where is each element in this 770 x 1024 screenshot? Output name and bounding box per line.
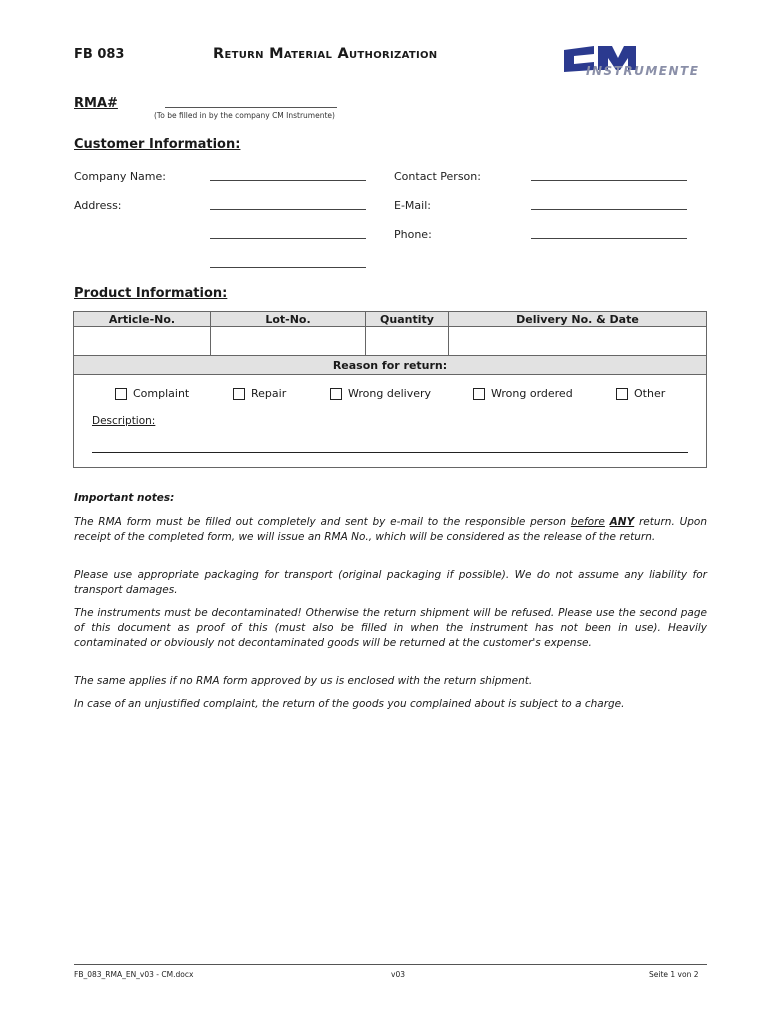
rma-number-field[interactable] (165, 97, 337, 108)
reason-wrong-ordered[interactable] (473, 387, 573, 400)
email-label: E-Mail: (394, 199, 431, 212)
note-paragraph-1 (74, 515, 707, 545)
reason-label: Complaint (133, 387, 190, 400)
notes-heading: Important notes: (74, 492, 175, 504)
checkbox-icon[interactable] (115, 388, 127, 400)
phone-field[interactable] (531, 228, 687, 239)
reason-repair[interactable] (233, 387, 286, 400)
note-text: return. Upon receipt of the completed form, we will issue an RMA No., which will be considered as the release of the return. (74, 516, 707, 543)
checkbox-icon[interactable] (473, 388, 485, 400)
checkbox-icon[interactable] (616, 388, 628, 400)
reason-label: Repair (251, 387, 287, 400)
lot-no-cell[interactable] (211, 327, 366, 356)
description-label: Description: (92, 415, 156, 427)
note-paragraph-5: In case of an unjustified complaint, the return of the goods you complained about is subject to a charge. (74, 698, 625, 710)
address-field-3[interactable] (210, 257, 366, 268)
rma-note: (To be filled in by the company CM Instrumente) (154, 111, 335, 120)
column-delivery: Delivery No. & Date (449, 312, 707, 327)
contact-person-field[interactable] (531, 170, 687, 181)
product-heading: Product Information: (74, 286, 228, 301)
footer-divider (74, 964, 707, 965)
reason-other[interactable] (616, 387, 665, 400)
delivery-cell[interactable] (449, 327, 707, 356)
email-field[interactable] (531, 199, 687, 210)
customer-heading: Customer Information: (74, 137, 241, 152)
column-lot-no: Lot-No. (211, 312, 366, 327)
article-no-cell[interactable] (74, 327, 211, 356)
address-field-1[interactable] (210, 199, 366, 210)
reason-label: Wrong delivery (348, 387, 432, 400)
reason-label: Wrong ordered (491, 387, 573, 400)
quantity-cell[interactable] (366, 327, 449, 356)
reason-section (74, 375, 707, 468)
reason-wrong-delivery[interactable] (330, 387, 431, 400)
note-emphasis-any: ANY (609, 516, 635, 528)
checkbox-icon[interactable] (233, 388, 245, 400)
reason-label: Other (634, 387, 666, 400)
contact-person-label: Contact Person: (394, 170, 481, 183)
reason-header: Reason for return: (74, 356, 707, 375)
description-field[interactable] (92, 452, 688, 453)
checkbox-icon[interactable] (330, 388, 342, 400)
company-logo (560, 42, 710, 82)
company-name-label: Company Name: (74, 170, 166, 183)
company-name-field[interactable] (210, 170, 366, 181)
phone-label: Phone: (394, 228, 432, 241)
footer-filename: FB_083_RMA_EN_v03 - CM.docx (74, 970, 194, 979)
column-quantity: Quantity (366, 312, 449, 327)
product-table (73, 311, 707, 468)
column-article-no: Article-No. (74, 312, 211, 327)
note-paragraph-4: The same applies if no RMA form approved by us is enclosed with the return shipment. (74, 675, 533, 687)
rma-label: RMA# (74, 96, 118, 111)
logo-text: INSTRUMENTE (586, 64, 700, 78)
note-paragraph-3: The instruments must be decontaminated! Otherwise the return shipment will be refused. Please use the second page of this document as proof of this (must also be filled in when the instrument has not been in use). Heavily contaminated or obviously not decontaminated goods will be returned at the customer's expense. (74, 607, 707, 649)
footer-version: v03 (391, 970, 405, 979)
note-paragraph-2: Please use appropriate packaging for transport (original packaging if possible). We do not assume any liability for transport damages. (74, 569, 707, 596)
address-label: Address: (74, 199, 122, 212)
footer-page: Seite 1 von 2 (649, 970, 699, 979)
page-title: Return Material Authorization (213, 46, 438, 62)
reason-complaint[interactable] (115, 387, 189, 400)
note-text: The RMA form must be filled out completely and sent by e-mail to the responsible person (74, 516, 571, 528)
form-code: FB 083 (74, 47, 125, 62)
address-field-2[interactable] (210, 228, 366, 239)
note-emphasis-before: before (570, 516, 605, 528)
